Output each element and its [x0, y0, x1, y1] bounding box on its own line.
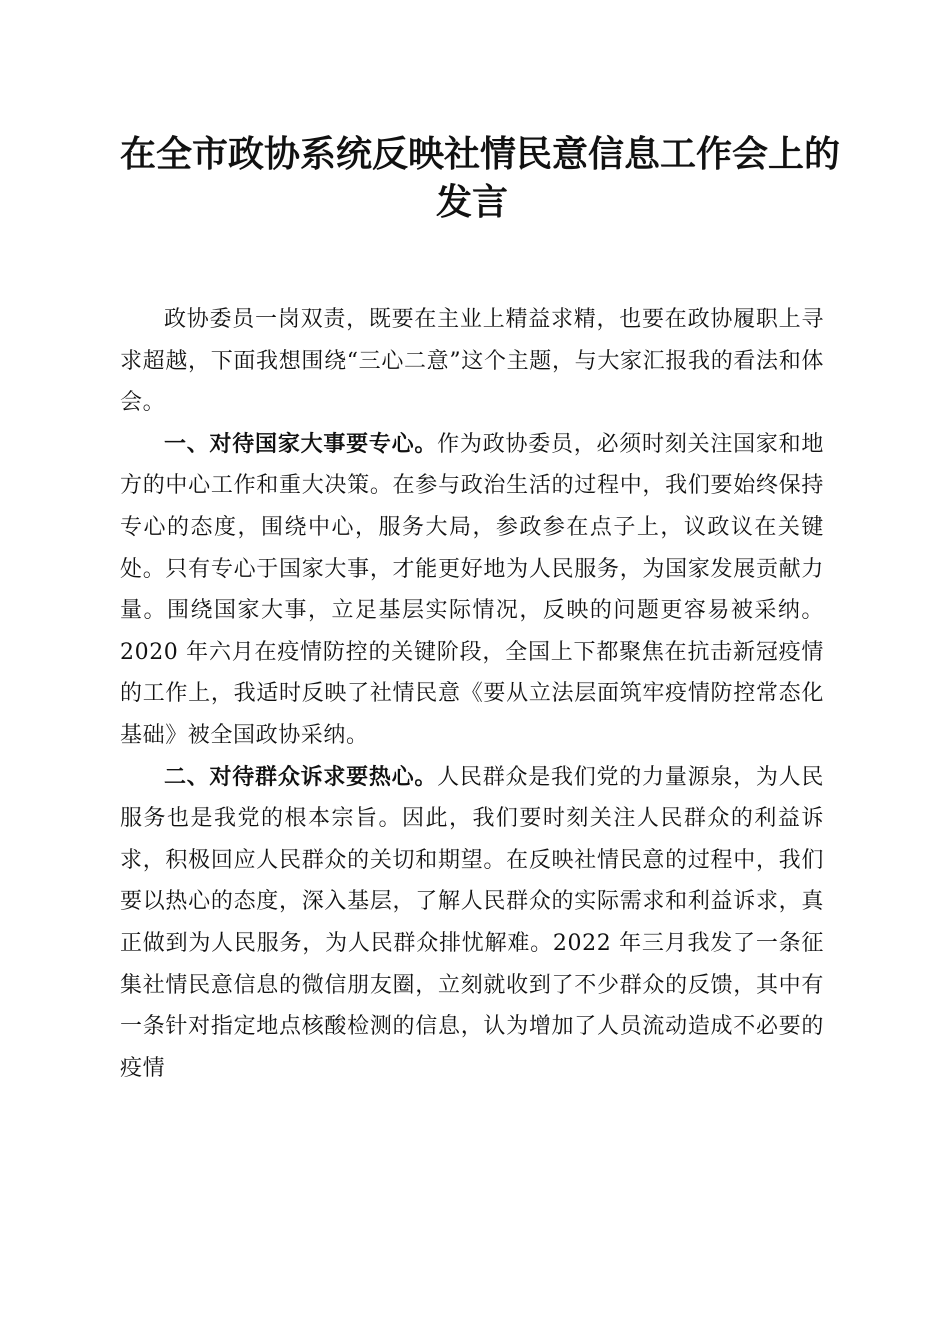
title-line-1: 在全市政协系统反映社情民意信息工作会上的	[120, 133, 841, 175]
section-heading: 一、对待国家大事要专心。	[164, 430, 438, 457]
document-page	[120, 130, 841, 1089]
paragraph-section-2	[120, 757, 824, 1090]
paragraph-intro	[120, 299, 824, 424]
paragraph-section-1	[120, 424, 824, 757]
document-body	[120, 299, 824, 1089]
paragraph-text: 政协委员一岗双责，既要在主业上精益求精，也要在政协履职上寻求超越，下面我想围绕“三心二意”这个主题，与大家汇报我的看法和体会。	[120, 307, 824, 416]
paragraph-text: 人民群众是我们党的力量源泉，为人民服务也是我党的根本宗旨。因此，我们要时刻关注人民群众的利益诉求，积极回应人民群众的关切和期望。在反映社情民意的过程中，我们要以热心的态度，深入基层，了解人民群众的实际需求和利益诉求，真正做到为人民服务，为人民群众排忧解难。2022 年三月我发了一条征集社情民意信息的微信朋友圈，立刻就收到了不少群众的反馈，其中有一条针对指定地点核酸检测的信息，认为增加了人员流动造成不必要的疫情	[120, 764, 824, 1081]
title-line-2: 发言	[435, 181, 508, 223]
section-heading: 二、对待群众诉求要热心。	[164, 763, 438, 790]
document-title	[120, 130, 841, 226]
paragraph-text: 作为政协委员，必须时刻关注国家和地方的中心工作和重大决策。在参与政治生活的过程中，我们要始终保持专心的态度，围绕中心，服务大局，参政参在点子上，议政议在关键处。只有专心于国家大事，才能更好地为人民服务，为国家发展贡献力量。围绕国家大事，立足基层实际情况，反映的问题更容易被采纳。2020 年六月在疫情防控的关键阶段，全国上下都聚焦在抗击新冠疫情的工作上，我适时反映了社情民意《要从立法层面筑牢疫情防控常态化基础》被全国政协采纳。	[120, 431, 824, 748]
